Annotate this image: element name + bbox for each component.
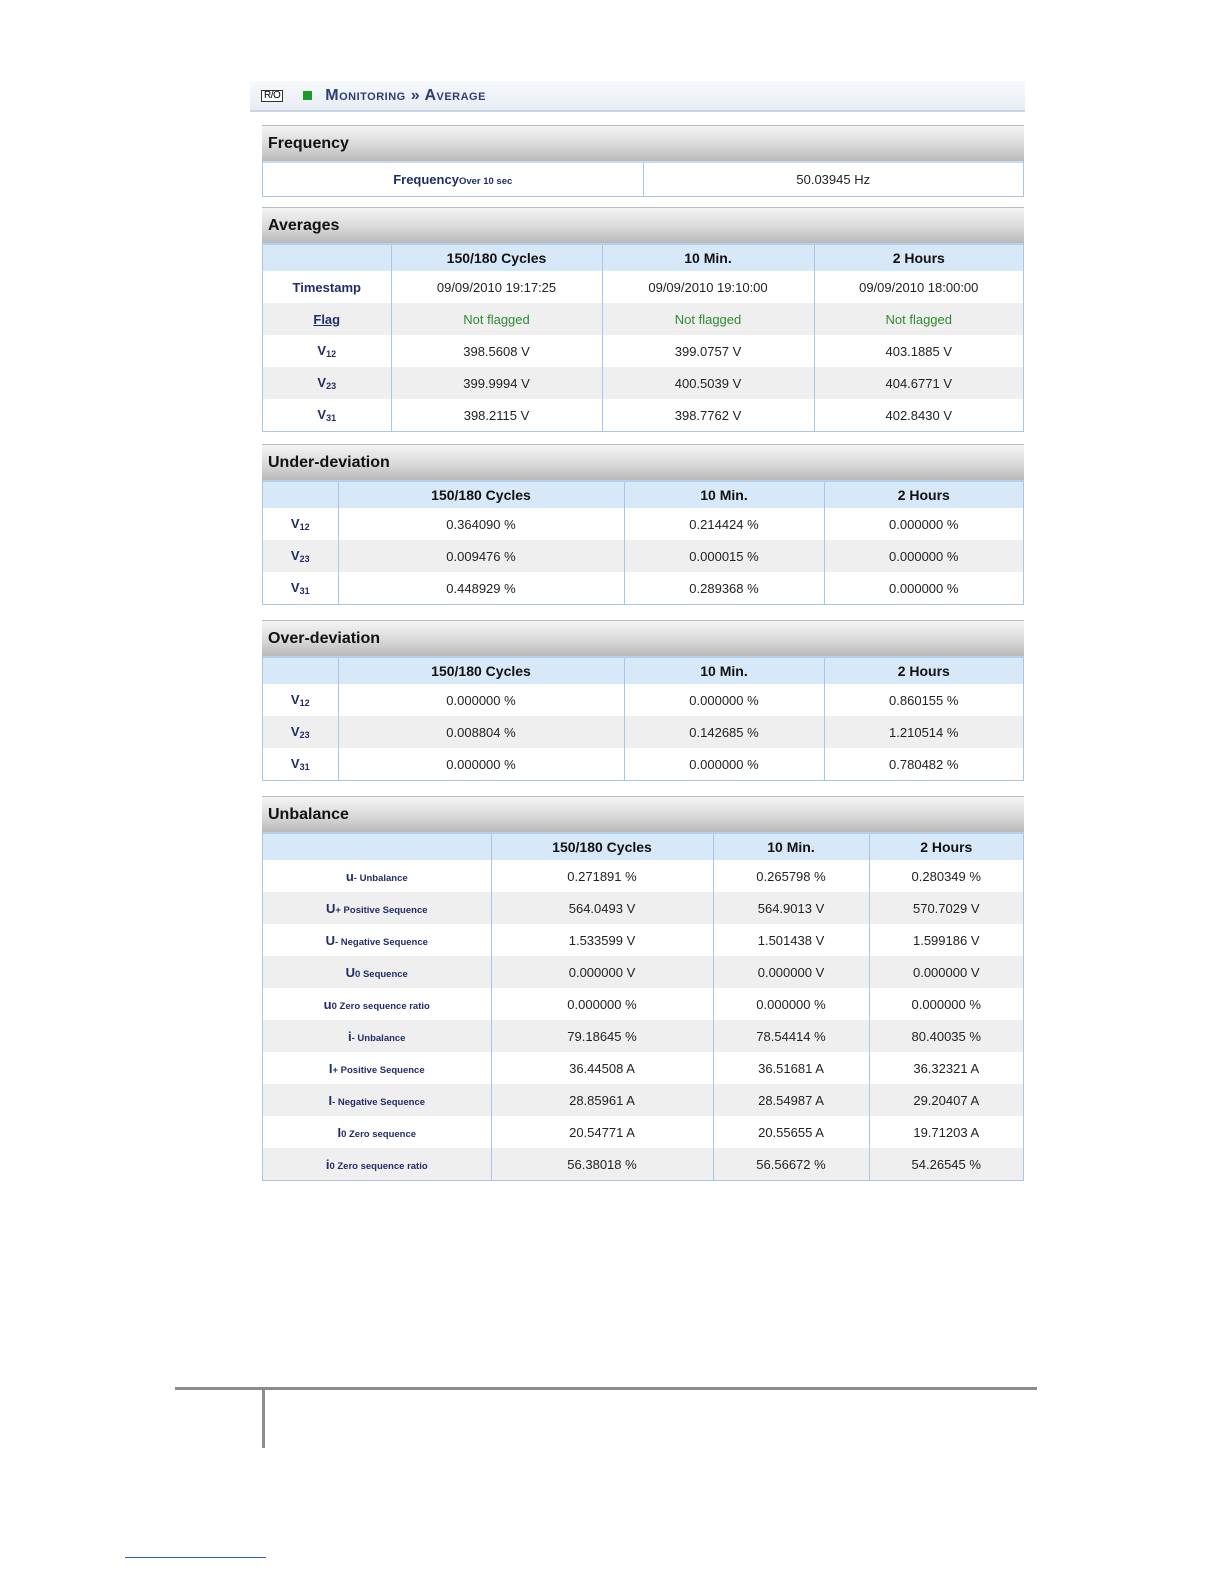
table-cell: 564.0493 V <box>491 892 713 924</box>
table-cell: 29.20407 A <box>869 1084 1023 1116</box>
table-cell: 54.26545 % <box>869 1148 1023 1180</box>
table-cell: 20.54771 A <box>491 1116 713 1148</box>
table-cell: 0.008804 % <box>338 716 624 748</box>
row-label: U0 Sequence <box>263 956 491 988</box>
header-row <box>263 481 1023 508</box>
table-cell: 0.000000 % <box>338 748 624 780</box>
table-row <box>263 540 1023 572</box>
row-label: $V_{23}$ <box>263 540 338 572</box>
row-label: $V_{12}$ <box>263 335 391 367</box>
table-cell: 0.214424 % <box>624 508 824 540</box>
table-cell: 0.265798 % <box>713 860 869 892</box>
row-label: I0 Zero sequence <box>263 1116 491 1148</box>
footer-horizontal-rule <box>175 1387 1037 1390</box>
table-cell: 0.280349 % <box>869 860 1023 892</box>
column-header: 10 Min. <box>602 244 814 271</box>
row-label: U+ Positive Sequence <box>263 892 491 924</box>
table-cell: 09/09/2010 19:10:00 <box>602 271 814 303</box>
column-header: 10 Min. <box>624 481 824 508</box>
table-row <box>263 924 1023 956</box>
breadcrumb: Monitoring » Average <box>325 86 486 104</box>
table-cell: 0.364090 % <box>338 508 624 540</box>
table-cell: 0.448929 % <box>338 572 624 604</box>
column-header: 150/180 Cycles <box>391 244 602 271</box>
row-label: $V_{12}$ <box>263 684 338 716</box>
table-row <box>263 892 1023 924</box>
column-header: 150/180 Cycles <box>338 481 624 508</box>
under-deviation-title: Under-deviation <box>262 444 1024 480</box>
table-cell: 399.0757 V <box>602 335 814 367</box>
row-label: $V_{31}$ <box>263 399 391 431</box>
table-row <box>263 1020 1023 1052</box>
table-cell: 09/09/2010 18:00:00 <box>814 271 1023 303</box>
frequency-value: 50.03945 Hz <box>643 162 1023 196</box>
table-cell: 36.51681 A <box>713 1052 869 1084</box>
table-cell: 0.000000 % <box>824 508 1023 540</box>
column-header: 2 Hours <box>869 833 1023 860</box>
table-row <box>263 508 1023 540</box>
table-cell: 0.000000 V <box>713 956 869 988</box>
table-cell: 80.40035 % <box>869 1020 1023 1052</box>
unbalance-title: Unbalance <box>262 796 1024 832</box>
header-row <box>263 244 1023 271</box>
averages-panel <box>262 207 1024 432</box>
table-cell: 564.9013 V <box>713 892 869 924</box>
table-row <box>263 335 1023 367</box>
column-header <box>263 657 338 684</box>
row-label: u- Unbalance <box>263 860 491 892</box>
table-cell: 402.8430 V <box>814 399 1023 431</box>
row-label: U- Negative Sequence <box>263 924 491 956</box>
row-label: Timestamp <box>263 271 391 303</box>
column-header: 2 Hours <box>824 481 1023 508</box>
column-header: 10 Min. <box>624 657 824 684</box>
row-label: i0 Zero sequence ratio <box>263 1148 491 1180</box>
table-cell: 56.56672 % <box>713 1148 869 1180</box>
column-header <box>263 833 491 860</box>
flag-link[interactable]: Flag <box>313 311 341 327</box>
under-deviation-panel <box>262 444 1024 605</box>
row-label: I+ Positive Sequence <box>263 1052 491 1084</box>
table-row <box>263 1148 1023 1180</box>
table-row <box>263 684 1023 716</box>
table-cell: 28.54987 A <box>713 1084 869 1116</box>
table-cell: 404.6771 V <box>814 367 1023 399</box>
monitoring-average-screen <box>250 81 1025 1192</box>
row-label: u0 Zero sequence ratio <box>263 988 491 1020</box>
table-cell: 0.000015 % <box>624 540 824 572</box>
row-label: $V_{31}$ <box>263 572 338 604</box>
table-cell: 0.000000 % <box>869 988 1023 1020</box>
footer-vertical-rule <box>262 1390 265 1448</box>
table-row <box>263 367 1023 399</box>
table-row <box>263 1116 1023 1148</box>
footer-blue-line <box>125 1557 266 1558</box>
table-cell: 20.55655 A <box>713 1116 869 1148</box>
table-cell: 398.2115 V <box>391 399 602 431</box>
table-cell: 36.32321 A <box>869 1052 1023 1084</box>
over-deviation-panel <box>262 620 1024 781</box>
table-row <box>263 748 1023 780</box>
table-cell: 0.000000 % <box>824 540 1023 572</box>
row-label: $V_{12}$ <box>263 508 338 540</box>
table-row <box>263 1052 1023 1084</box>
table-cell: 1.533599 V <box>491 924 713 956</box>
table-cell: 1.501438 V <box>713 924 869 956</box>
table-cell: 0.780482 % <box>824 748 1023 780</box>
table-cell: 0.289368 % <box>624 572 824 604</box>
over-deviation-table <box>263 656 1023 780</box>
status-square-icon <box>303 91 312 100</box>
table-cell: 0.000000 % <box>624 748 824 780</box>
table-cell: 0.142685 % <box>624 716 824 748</box>
frequency-panel <box>262 125 1024 197</box>
table-cell: 0.000000 % <box>713 988 869 1020</box>
table-row <box>263 572 1023 604</box>
row-label: $V_{23}$ <box>263 716 338 748</box>
table-row <box>263 1084 1023 1116</box>
table-cell: 0.000000 V <box>491 956 713 988</box>
unbalance-panel <box>262 796 1024 1181</box>
table-row <box>263 303 1023 335</box>
table-cell: Not flagged <box>391 303 602 335</box>
row-label: i- Unbalance <box>263 1020 491 1052</box>
frequency-title: Frequency <box>262 125 1024 161</box>
table-cell: 1.210514 % <box>824 716 1023 748</box>
table-cell: 79.18645 % <box>491 1020 713 1052</box>
table-cell: 1.599186 V <box>869 924 1023 956</box>
column-header: 150/180 Cycles <box>491 833 713 860</box>
table-cell: 399.9994 V <box>391 367 602 399</box>
table-cell: 19.71203 A <box>869 1116 1023 1148</box>
table-cell: 09/09/2010 19:17:25 <box>391 271 602 303</box>
table-cell: 0.271891 % <box>491 860 713 892</box>
table-cell: 400.5039 V <box>602 367 814 399</box>
table-row <box>263 271 1023 303</box>
over-deviation-title: Over-deviation <box>262 620 1024 656</box>
column-header: 2 Hours <box>814 244 1023 271</box>
averages-title: Averages <box>262 207 1024 243</box>
header-row <box>263 657 1023 684</box>
table-cell: 403.1885 V <box>814 335 1023 367</box>
table-row <box>263 956 1023 988</box>
table-row <box>263 399 1023 431</box>
table-row <box>263 988 1023 1020</box>
column-header: 10 Min. <box>713 833 869 860</box>
header-row <box>263 833 1023 860</box>
table-cell: 398.7762 V <box>602 399 814 431</box>
column-header: 2 Hours <box>824 657 1023 684</box>
table-cell: 0.860155 % <box>824 684 1023 716</box>
column-header: 150/180 Cycles <box>338 657 624 684</box>
row-label: $V_{31}$ <box>263 748 338 780</box>
row-label: I- Negative Sequence <box>263 1084 491 1116</box>
table-row <box>263 860 1023 892</box>
table-cell: 36.44508 A <box>491 1052 713 1084</box>
unbalance-table <box>263 832 1023 1180</box>
table-cell: 28.85961 A <box>491 1084 713 1116</box>
frequency-label: FrequencyOver 10 sec <box>263 162 643 196</box>
table-cell: 0.000000 V <box>869 956 1023 988</box>
table-row <box>263 716 1023 748</box>
frequency-table <box>263 161 1023 196</box>
column-header <box>263 481 338 508</box>
title-bar <box>250 81 1025 112</box>
table-cell: 0.000000 % <box>624 684 824 716</box>
averages-table <box>263 243 1023 431</box>
table-cell: 78.54414 % <box>713 1020 869 1052</box>
table-cell: 570.7029 V <box>869 892 1023 924</box>
table-cell: Not flagged <box>602 303 814 335</box>
read-only-badge: R/O <box>261 90 283 102</box>
column-header <box>263 244 391 271</box>
under-deviation-table <box>263 480 1023 604</box>
row-label[interactable] <box>263 303 391 335</box>
table-cell: 0.000000 % <box>338 684 624 716</box>
table-cell: 398.5608 V <box>391 335 602 367</box>
table-cell: 0.000000 % <box>491 988 713 1020</box>
row-label: $V_{23}$ <box>263 367 391 399</box>
table-cell: 0.000000 % <box>824 572 1023 604</box>
table-cell: Not flagged <box>814 303 1023 335</box>
table-cell: 0.009476 % <box>338 540 624 572</box>
table-cell: 56.38018 % <box>491 1148 713 1180</box>
